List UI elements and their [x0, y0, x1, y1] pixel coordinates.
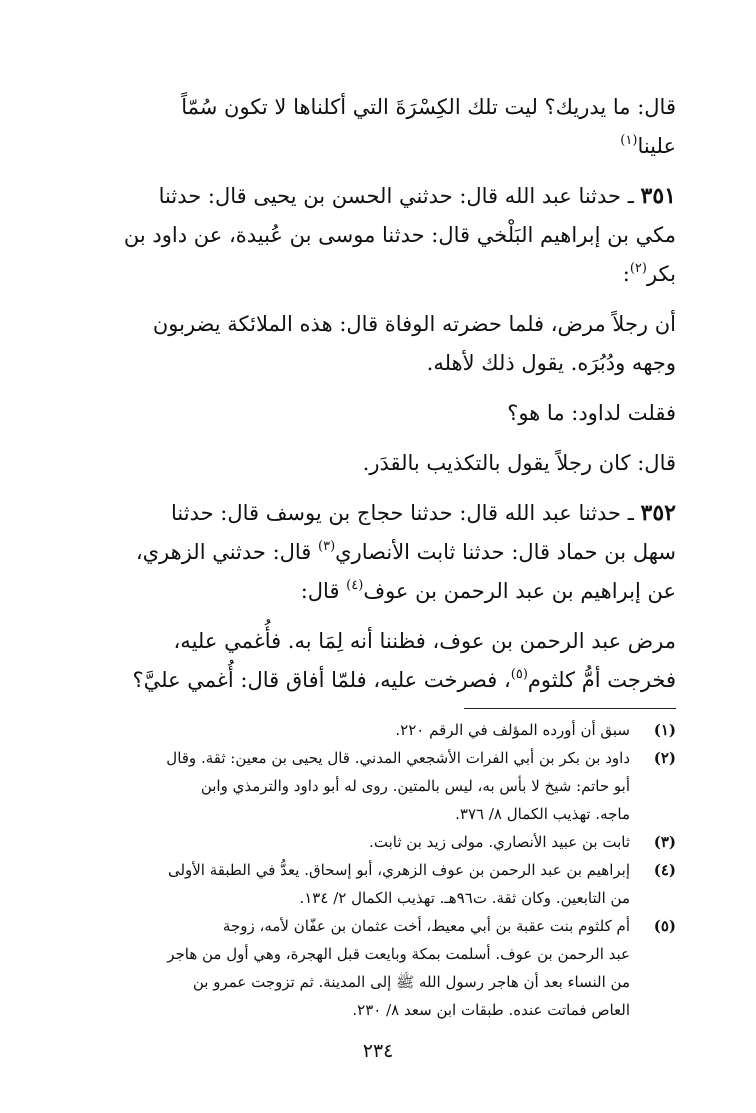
text-line: مرض عبد الرحمن بن عوف، فظننا أنه لِمَا به. فأُغمي عليه، — [173, 629, 676, 653]
text-line — [100, 494, 676, 533]
footnote-line: داود بن بكر بن أبي الفرات الأشجعي المدني. قال يحيى بن معين: ثقة. وقال — [166, 749, 630, 767]
text-line — [100, 533, 676, 572]
text-line: قال: ما يدريك؟ ليت تلك الكِسْرَةَ التي أكلناها لا تكون سُمّاً — [181, 95, 676, 119]
footnote-text — [100, 856, 630, 912]
footnote-line: من النساء بعد أن هاجر رسول الله ﷺ إلى المدينة. ثم تزوجت عمرو بن — [192, 973, 630, 991]
footnote-line: من التابعين. وكان ثقة. ت٩٦هـ. تهذيب الكمال ٢/ ١٣٤. — [299, 889, 630, 907]
footnote-ref[interactable]: (٣) — [318, 539, 336, 554]
footnote-number: (١) — [653, 721, 676, 739]
text-line: وجهه ودُبُرَه. يقول ذلك لأهله. — [426, 351, 676, 375]
footnote-line: عبد الرحمن بن عوف. أسلمت بمكة وبايعت قبل الهجرة، وهي أول من هاجر — [167, 945, 630, 963]
paragraph-2 — [100, 305, 676, 383]
text-run: علينا — [637, 134, 676, 158]
footnote-text — [100, 744, 630, 828]
hadith-351 — [100, 177, 676, 294]
text-line — [100, 255, 676, 294]
footnote-1 — [100, 716, 676, 744]
page-number: ٢٣٤ — [362, 1040, 394, 1062]
text-run: ، فصرخت عليه، فلمّا أفاق قال: أُغمي عليَّ؟ — [132, 668, 511, 692]
text-line — [100, 572, 676, 611]
footnote-number: (٢) — [653, 749, 676, 767]
footnote-line: سبق أن أورده المؤلف في الرقم ٢٢٠. — [395, 721, 630, 739]
text-run: سهل بن حماد قال: حدثنا ثابت الأنصاري — [335, 540, 676, 564]
text-run: فخرجت أمُّ كلثوم — [527, 668, 676, 692]
text-line: أن رجلاً مرض، فلما حضرته الوفاة قال: هذه الملائكة يضربون — [152, 312, 676, 336]
text-run: قال: حدثني الزهري، — [135, 540, 319, 564]
hadith-352 — [100, 494, 676, 611]
footnote-number: (٣) — [653, 833, 676, 851]
paragraph-1 — [100, 88, 676, 166]
hadith-number: ٣٥٢ — [640, 500, 676, 526]
paragraph-5 — [100, 622, 676, 700]
footnote-line: العاص فماتت عنده. طبقات ابن سعد ٨/ ٢٣٠. — [352, 1001, 630, 1019]
footnote-text — [100, 828, 630, 856]
text-line: مكي بن إبراهيم البَلْخي قال: حدثنا موسى بن عُبيدة، عن داود بن — [123, 223, 676, 247]
footnote-4 — [100, 856, 676, 912]
hadith-number: ٣٥١ — [640, 183, 676, 209]
footnote-2 — [100, 744, 676, 828]
footnote-ref[interactable]: (٥) — [510, 667, 528, 682]
footnote-3 — [100, 828, 676, 856]
footnote-line: ثابت بن عبيد الأنصاري. مولى زيد بن ثابت. — [369, 833, 630, 851]
footnote-line: أم كلثوم بنت عقبة بن أبي معيط، أخت عثمان بن عفّان لأمه، زوجة — [222, 917, 630, 935]
text-run: قال: — [300, 579, 347, 603]
text-run: ـ حدثنا عبد الله قال: حدثني الحسن بن يحيى قال: حدثنا — [158, 184, 641, 208]
text-run: ـ حدثنا عبد الله قال: حدثنا حجاج بن يوسف قال: حدثنا — [170, 501, 641, 525]
text-line: فقلت لداود: ما هو؟ — [507, 401, 676, 425]
main-text — [100, 88, 676, 711]
text-line — [100, 177, 676, 216]
footnote-line: أبو حاتم: شيخ لا بأس به، ليس بالمتين. روى له أبو داود والترمذي وابن — [200, 777, 630, 795]
footnote-5 — [100, 912, 676, 1024]
footnote-line: ماجه. تهذيب الكمال ٨/ ٣٧٦. — [455, 805, 630, 823]
text-line — [100, 661, 676, 700]
footnote-number: (٥) — [653, 917, 676, 935]
text-run: : — [622, 262, 630, 286]
text-run: عن إبراهيم بن عبد الرحمن بن عوف — [363, 579, 676, 603]
footnote-text — [100, 716, 630, 744]
footnote-ref[interactable]: (١) — [620, 133, 638, 148]
paragraph-4 — [100, 444, 676, 483]
paragraph-3 — [100, 394, 676, 433]
footnote-ref[interactable]: (٢) — [629, 261, 647, 276]
footnote-text — [100, 912, 630, 1024]
text-line — [100, 127, 676, 166]
footnote-number: (٤) — [653, 861, 676, 879]
footnote-divider — [464, 708, 676, 709]
footnotes — [100, 716, 676, 1024]
text-run: بكر — [646, 262, 676, 286]
footnote-ref[interactable]: (٤) — [346, 578, 364, 593]
footnote-line: إبراهيم بن عبد الرحمن بن عوف الزهري، أبو إسحاق. يعدُّ في الطبقة الأولى — [167, 861, 630, 879]
text-line: قال: كان رجلاً يقول بالتكذيب بالقدَر. — [362, 451, 676, 475]
